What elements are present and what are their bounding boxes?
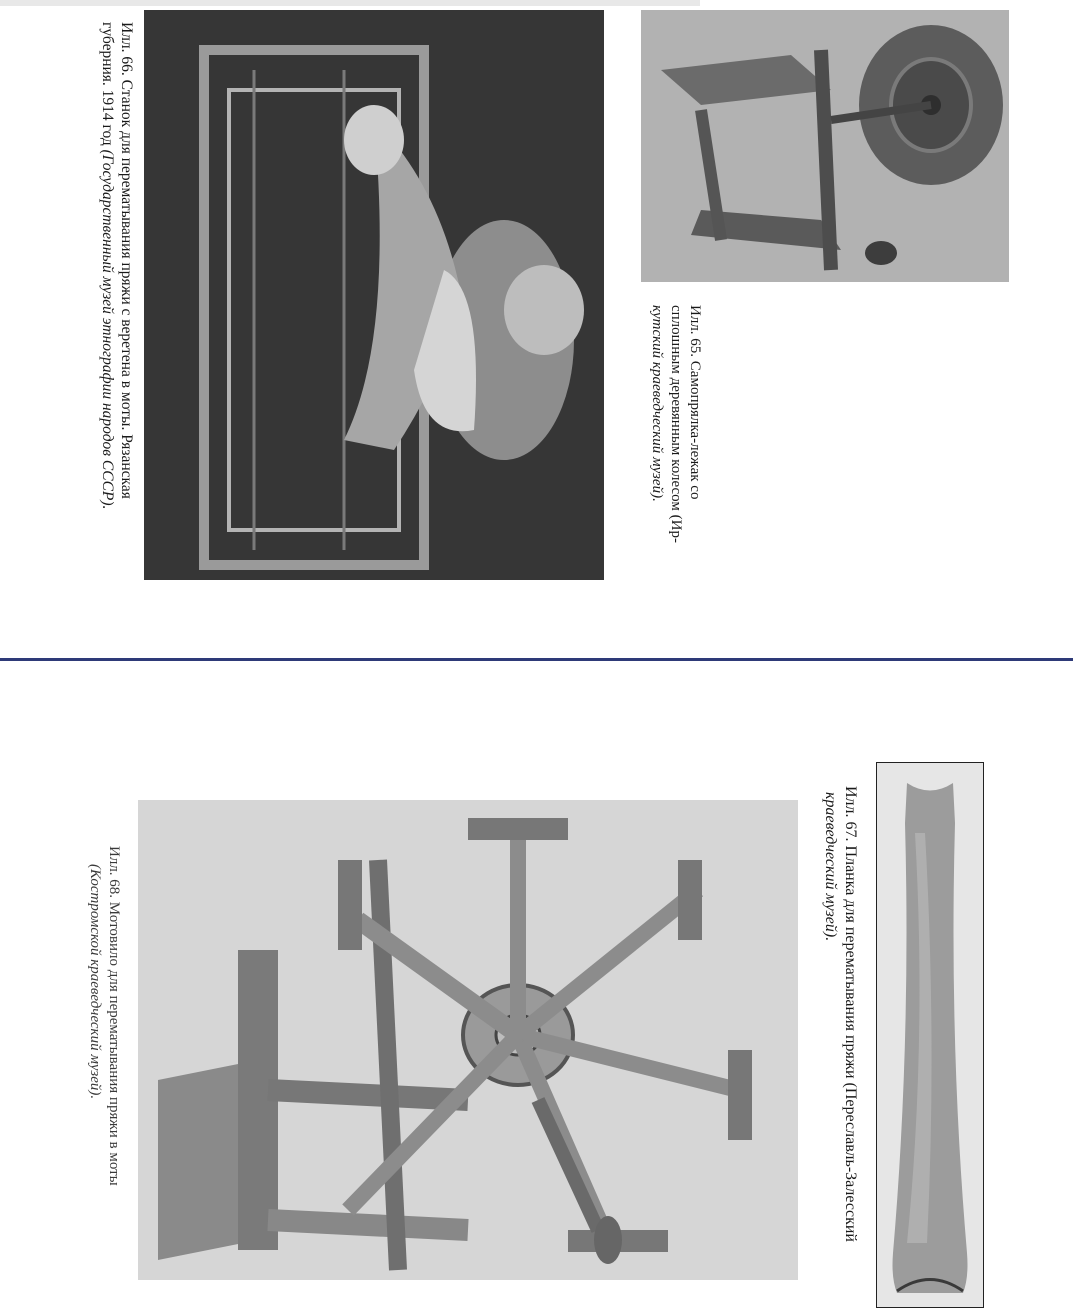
ill65-caption-line2: сплошным деревянным колесом (Ир- [668, 305, 685, 543]
ill66-caption-source: (Государственный музей этнографии народов СССР). [98, 149, 116, 510]
page-divider [0, 658, 1073, 661]
spinning-wheel-photo-image [641, 10, 1009, 282]
ill68-caption [86, 846, 124, 1186]
wooden-plank-photo-image [877, 763, 983, 1307]
loom-photo-image [144, 10, 604, 580]
ill67-photo [876, 762, 984, 1308]
ill65-caption [648, 305, 704, 543]
top-edge-rule [0, 0, 700, 6]
ill67-caption-line1: Илл. 67. Планка для перематывания пряжи (Переславль-Залесский [842, 786, 859, 1242]
ill67-caption [820, 786, 860, 1242]
ill67-caption-line2: краеведческий музей). [822, 792, 839, 942]
ill65-photo [641, 10, 1009, 282]
ill66-photo [144, 10, 604, 580]
ill65-caption-line1: Илл. 65. Самопрялка-лежак со [687, 305, 703, 500]
ill65-caption-line3: кутский краеведческий музей). [649, 305, 666, 502]
ill66-caption-line2 [97, 22, 116, 509]
yarn-reel-photo-image [138, 800, 798, 1280]
ill68-caption-line1: Илл. 68. Мотовило для перематывания пряжи в моты [106, 846, 122, 1186]
ill66-caption-text: губерния. 1914 год [98, 22, 116, 150]
ill66-caption-line1: Илл. 66. Станок для перематывания пряжи с веретена в моты. Рязанская [118, 22, 135, 499]
ill68-photo [138, 800, 798, 1280]
ill66-caption [97, 22, 136, 509]
ill68-caption-line2: (Костромской краеведческий музей). [87, 864, 104, 1100]
